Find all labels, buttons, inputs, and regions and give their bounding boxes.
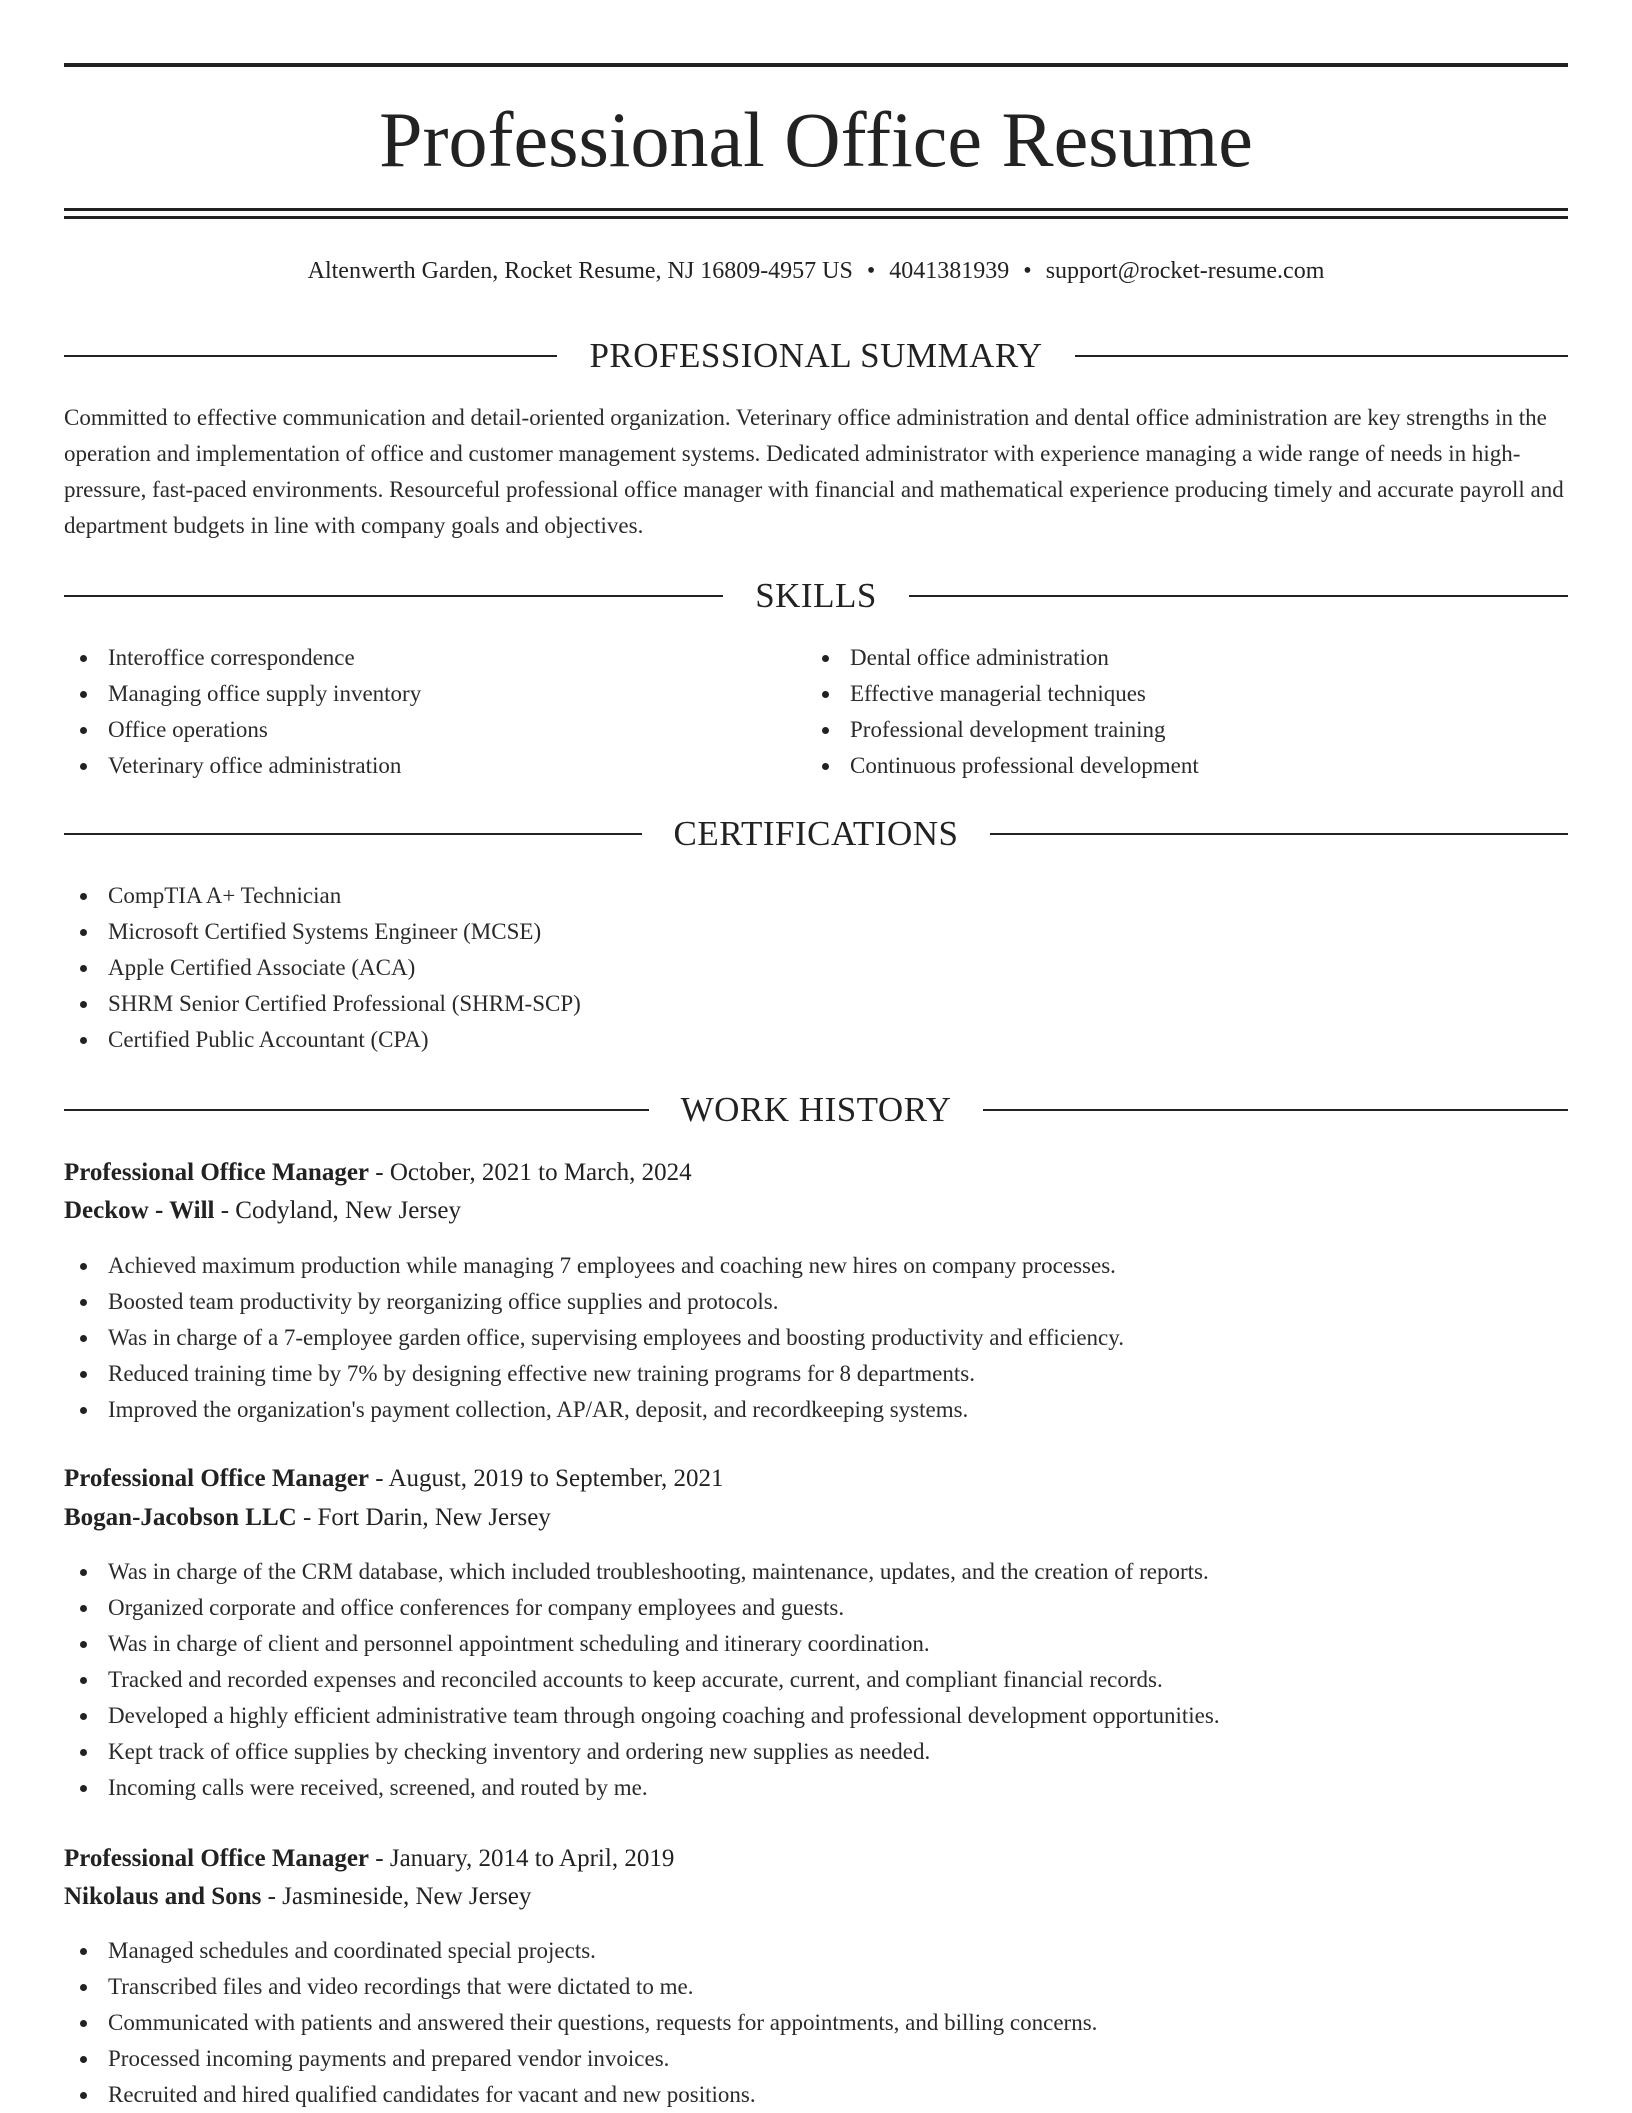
job-bullet: Reduced training time by 7% by designing effective new training programs for 8 departments. — [64, 1356, 1568, 1392]
job-company-line — [64, 1500, 1568, 1536]
section-rule-right — [909, 595, 1568, 597]
certification-item: Apple Certified Associate (ACA) — [64, 950, 1568, 986]
skill-item: Office operations — [64, 712, 804, 748]
job-location: - Codyland, New Jersey — [214, 1197, 461, 1224]
contact-address: Altenwerth Garden, Rocket Resume, NJ 16809-4957 US — [307, 258, 853, 284]
header-double-rule-upper — [64, 208, 1568, 211]
summary-section-title: PROFESSIONAL SUMMARY — [589, 336, 1043, 375]
certification-item: CompTIA A+ Technician — [64, 878, 1568, 914]
job-bullets — [64, 1248, 1568, 1428]
skills-section-title: SKILLS — [755, 576, 877, 615]
resume-name: Professional Office Resume — [379, 96, 1253, 183]
job-bullet: Processed incoming payments and prepared vendor invoices. — [64, 2041, 1568, 2077]
job-company: Deckow - Will — [64, 1197, 215, 1224]
summary-section-header — [64, 334, 1568, 378]
job-bullet: Incoming calls were received, screened, and routed by me. — [64, 1770, 1568, 1806]
job-bullet: Developed a highly efficient administrative team through ongoing coaching and professional development opportunities. — [64, 1698, 1568, 1734]
job-company: Nikolaus and Sons — [64, 1883, 262, 1910]
job-bullet: Was in charge of the CRM database, which included troubleshooting, maintenance, updates, and the creation of reports. — [64, 1554, 1568, 1590]
job-bullets — [64, 1933, 1568, 2113]
skill-item: Effective managerial techniques — [806, 676, 1546, 712]
skills-list-left — [64, 640, 804, 784]
job-bullet: Was in charge of a 7-employee garden office, supervising employees and boosting productivity and efficiency. — [64, 1320, 1568, 1356]
job-location: - Jasmineside, New Jersey — [261, 1883, 532, 1910]
section-rule-left — [64, 595, 723, 597]
certifications-section-header — [64, 812, 1568, 856]
job-company-line — [64, 1879, 1568, 1915]
skill-item: Veterinary office administration — [64, 748, 804, 784]
contact-separator: • — [866, 258, 876, 284]
job-bullet: Organized corporate and office conferences for company employees and guests. — [64, 1590, 1568, 1626]
job-dates: - August, 2019 to September, 2021 — [369, 1465, 724, 1492]
job-company: Bogan-Jacobson LLC — [64, 1504, 297, 1531]
certifications-section-title: CERTIFICATIONS — [673, 814, 959, 853]
skills-section-header — [64, 574, 1568, 618]
job-title-line — [64, 1841, 1568, 1877]
job-title: Professional Office Manager — [64, 1845, 370, 1872]
job-title-line — [64, 1461, 1568, 1497]
skill-item: Managing office supply inventory — [64, 676, 804, 712]
job-bullet: Achieved maximum production while managing 7 employees and coaching new hires on company processes. — [64, 1248, 1568, 1284]
section-rule-right — [983, 1109, 1568, 1111]
top-rule — [64, 63, 1568, 67]
job-company-line — [64, 1193, 1568, 1229]
certification-item: Certified Public Accountant (CPA) — [64, 1022, 1568, 1058]
contact-email: support@rocket-resume.com — [1045, 258, 1325, 284]
certification-item: Microsoft Certified Systems Engineer (MCSE) — [64, 914, 1568, 950]
section-rule-right — [990, 833, 1568, 835]
job-dates: - January, 2014 to April, 2019 — [369, 1845, 675, 1872]
summary-text: Committed to effective communication and detail-oriented organization. Veterinary office administration and dental office administration are key strengths in the operation and implementation of office and customer management systems. Dedicated administrator with experience managing a wide range of needs in high-pressure, fast-paced environments. Resourceful professional office manager with financial and mathematical experience producing timely and accurate payroll and department budgets in line with company goals and objectives. — [64, 405, 1564, 538]
job-location: - Fort Darin, New Jersey — [296, 1504, 551, 1531]
section-rule-left — [64, 355, 557, 357]
job-bullet: Managed schedules and coordinated special projects. — [64, 1933, 1568, 1969]
skill-item: Continuous professional development — [806, 748, 1546, 784]
job-bullet: Boosted team productivity by reorganizing office supplies and protocols. — [64, 1284, 1568, 1320]
section-rule-right — [1075, 355, 1568, 357]
skills-list-right — [806, 640, 1546, 784]
job-bullet: Transcribed files and video recordings that were dictated to me. — [64, 1969, 1568, 2005]
contact-phone: 4041381939 — [889, 258, 1010, 284]
section-rule-left — [64, 833, 642, 835]
job-bullet: Recruited and hired qualified candidates for vacant and new positions. — [64, 2077, 1568, 2113]
job-bullets — [64, 1554, 1568, 1806]
job-title-line — [64, 1155, 1568, 1191]
certification-item: SHRM Senior Certified Professional (SHRM-SCP) — [64, 986, 1568, 1022]
job-bullet: Communicated with patients and answered their questions, requests for appointments, and billing concerns. — [64, 2005, 1568, 2041]
job-bullet: Tracked and recorded expenses and reconciled accounts to keep accurate, current, and compliant financial records. — [64, 1662, 1568, 1698]
skill-item: Dental office administration — [806, 640, 1546, 676]
skill-item: Professional development training — [806, 712, 1546, 748]
work-section-header — [64, 1088, 1568, 1132]
job-bullet: Improved the organization's payment collection, AP/AR, deposit, and recordkeeping systems. — [64, 1392, 1568, 1428]
skill-item: Interoffice correspondence — [64, 640, 804, 676]
job-dates: - October, 2021 to March, 2024 — [369, 1159, 692, 1186]
section-rule-left — [64, 1109, 649, 1111]
work-section-title: WORK HISTORY — [680, 1090, 952, 1129]
job-title: Professional Office Manager — [64, 1159, 370, 1186]
contact-separator: • — [1023, 258, 1032, 284]
job-bullet: Kept track of office supplies by checking inventory and ordering new supplies as needed. — [64, 1734, 1568, 1770]
job-bullet: Was in charge of client and personnel appointment scheduling and itinerary coordination. — [64, 1626, 1568, 1662]
certifications-list — [64, 878, 1568, 1058]
header-double-rule-lower — [64, 216, 1568, 219]
job-title: Professional Office Manager — [64, 1465, 370, 1492]
contact-line — [64, 254, 1568, 288]
